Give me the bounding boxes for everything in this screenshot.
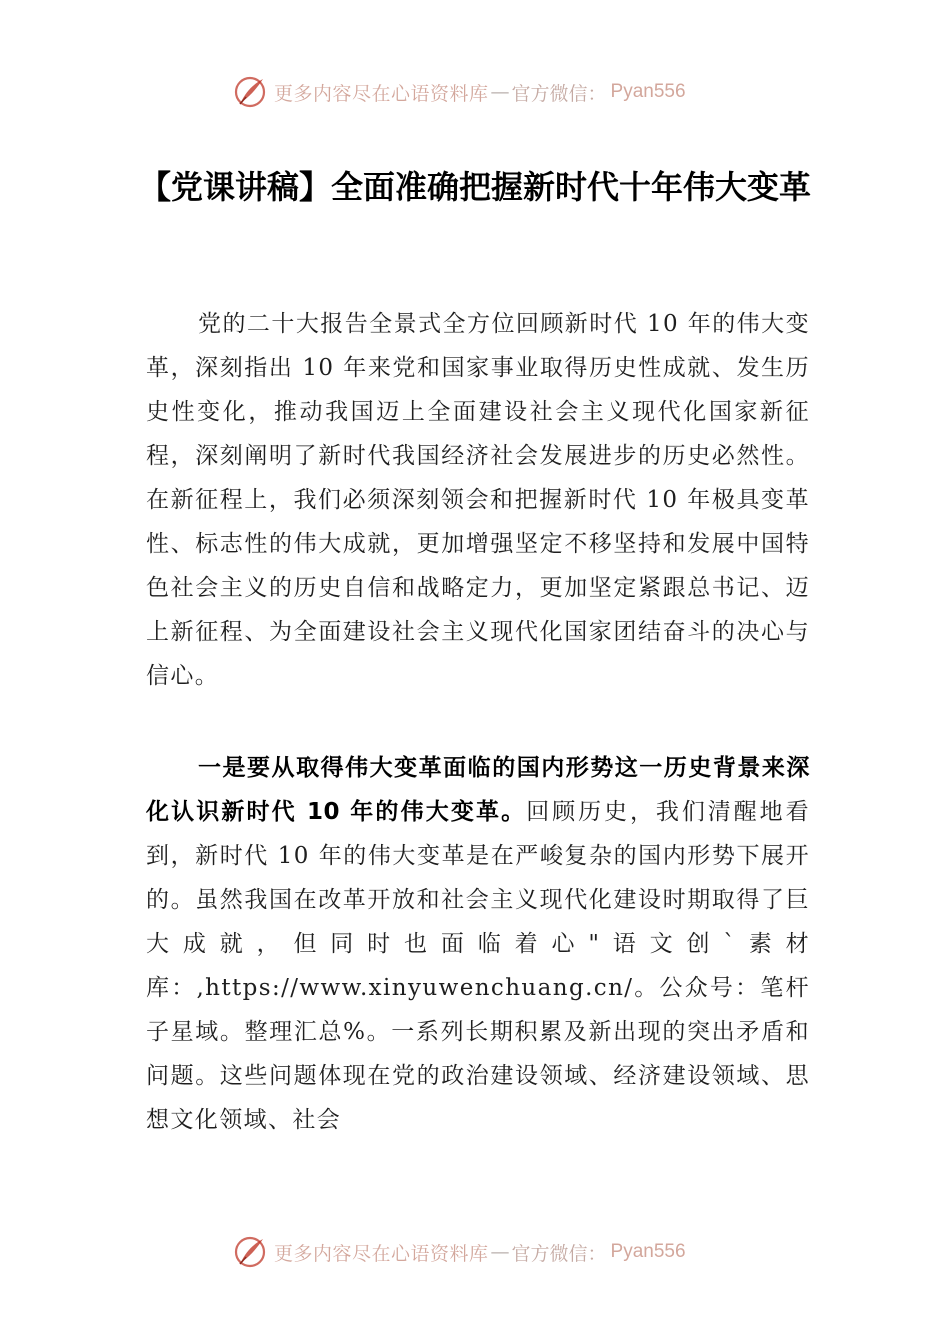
quill-logo-icon: [232, 1234, 268, 1270]
header-banner: [0, 70, 950, 114]
banner-separator: —: [490, 81, 510, 103]
paragraph-section-one: [146, 746, 810, 1142]
footer-banner: [0, 1230, 950, 1274]
document-title: 【党课讲稿】全面准确把握新时代十年伟大变革: [138, 168, 811, 206]
paragraph-intro: 党的二十大报告全景式全方位回顾新时代 10 年的伟大变革，深刻指出 10 年来党和国家事业取得历史性成就、发生历史性变化，推动我国迈上全面建设社会主义现代化国家新征程，深刻阐明了新时代我国经济社会发展进步的历史必然性。在新征程上，我们必须深刻领会和把握新时代 10 年极具变革性、标志性的伟大成就，更加增强坚定不移坚持和发展中国特色社会主义的历史自信和战略定力，更加坚定紧跟总书记、迈上新征程、为全面建设社会主义现代化国家团结奋斗的决心与信心。: [146, 311, 810, 689]
banner-wechat-id: Pyan556: [610, 1241, 686, 1262]
section-one-body: 回顾历史，我们清醒地看到，新时代 10 年的伟大变革是在严峻复杂的国内形势下展开的。虽然我国在改革开放和社会主义现代化建设时期取得了巨大成就，但同时也面临着心"语文创`素材库：,https://www.xinyuwenchuang.cn/。公众号：笔杆子星域。整理汇总%。一系列长期积累及新出现的突出矛盾和问题。这些问题体现在党的政治建设领域、经济建设领域、思想文化领域、社会: [146, 799, 810, 1133]
quill-logo-icon: [232, 74, 268, 110]
banner-separator: —: [490, 1241, 510, 1263]
banner-text: 更多内容尽在心语资料库: [274, 1242, 489, 1265]
banner-wechat-id: Pyan556: [610, 81, 686, 102]
section-one-lead: 一是要从取得伟大变革面临的国内形势这一历史背景来深化认识新时代 10 年的伟大变革。: [146, 755, 810, 825]
banner-text: 更多内容尽在心语资料库: [274, 82, 489, 105]
banner-wechat-label: 官方微信：: [511, 82, 607, 105]
banner-wechat-label: 官方微信：: [511, 1242, 607, 1265]
